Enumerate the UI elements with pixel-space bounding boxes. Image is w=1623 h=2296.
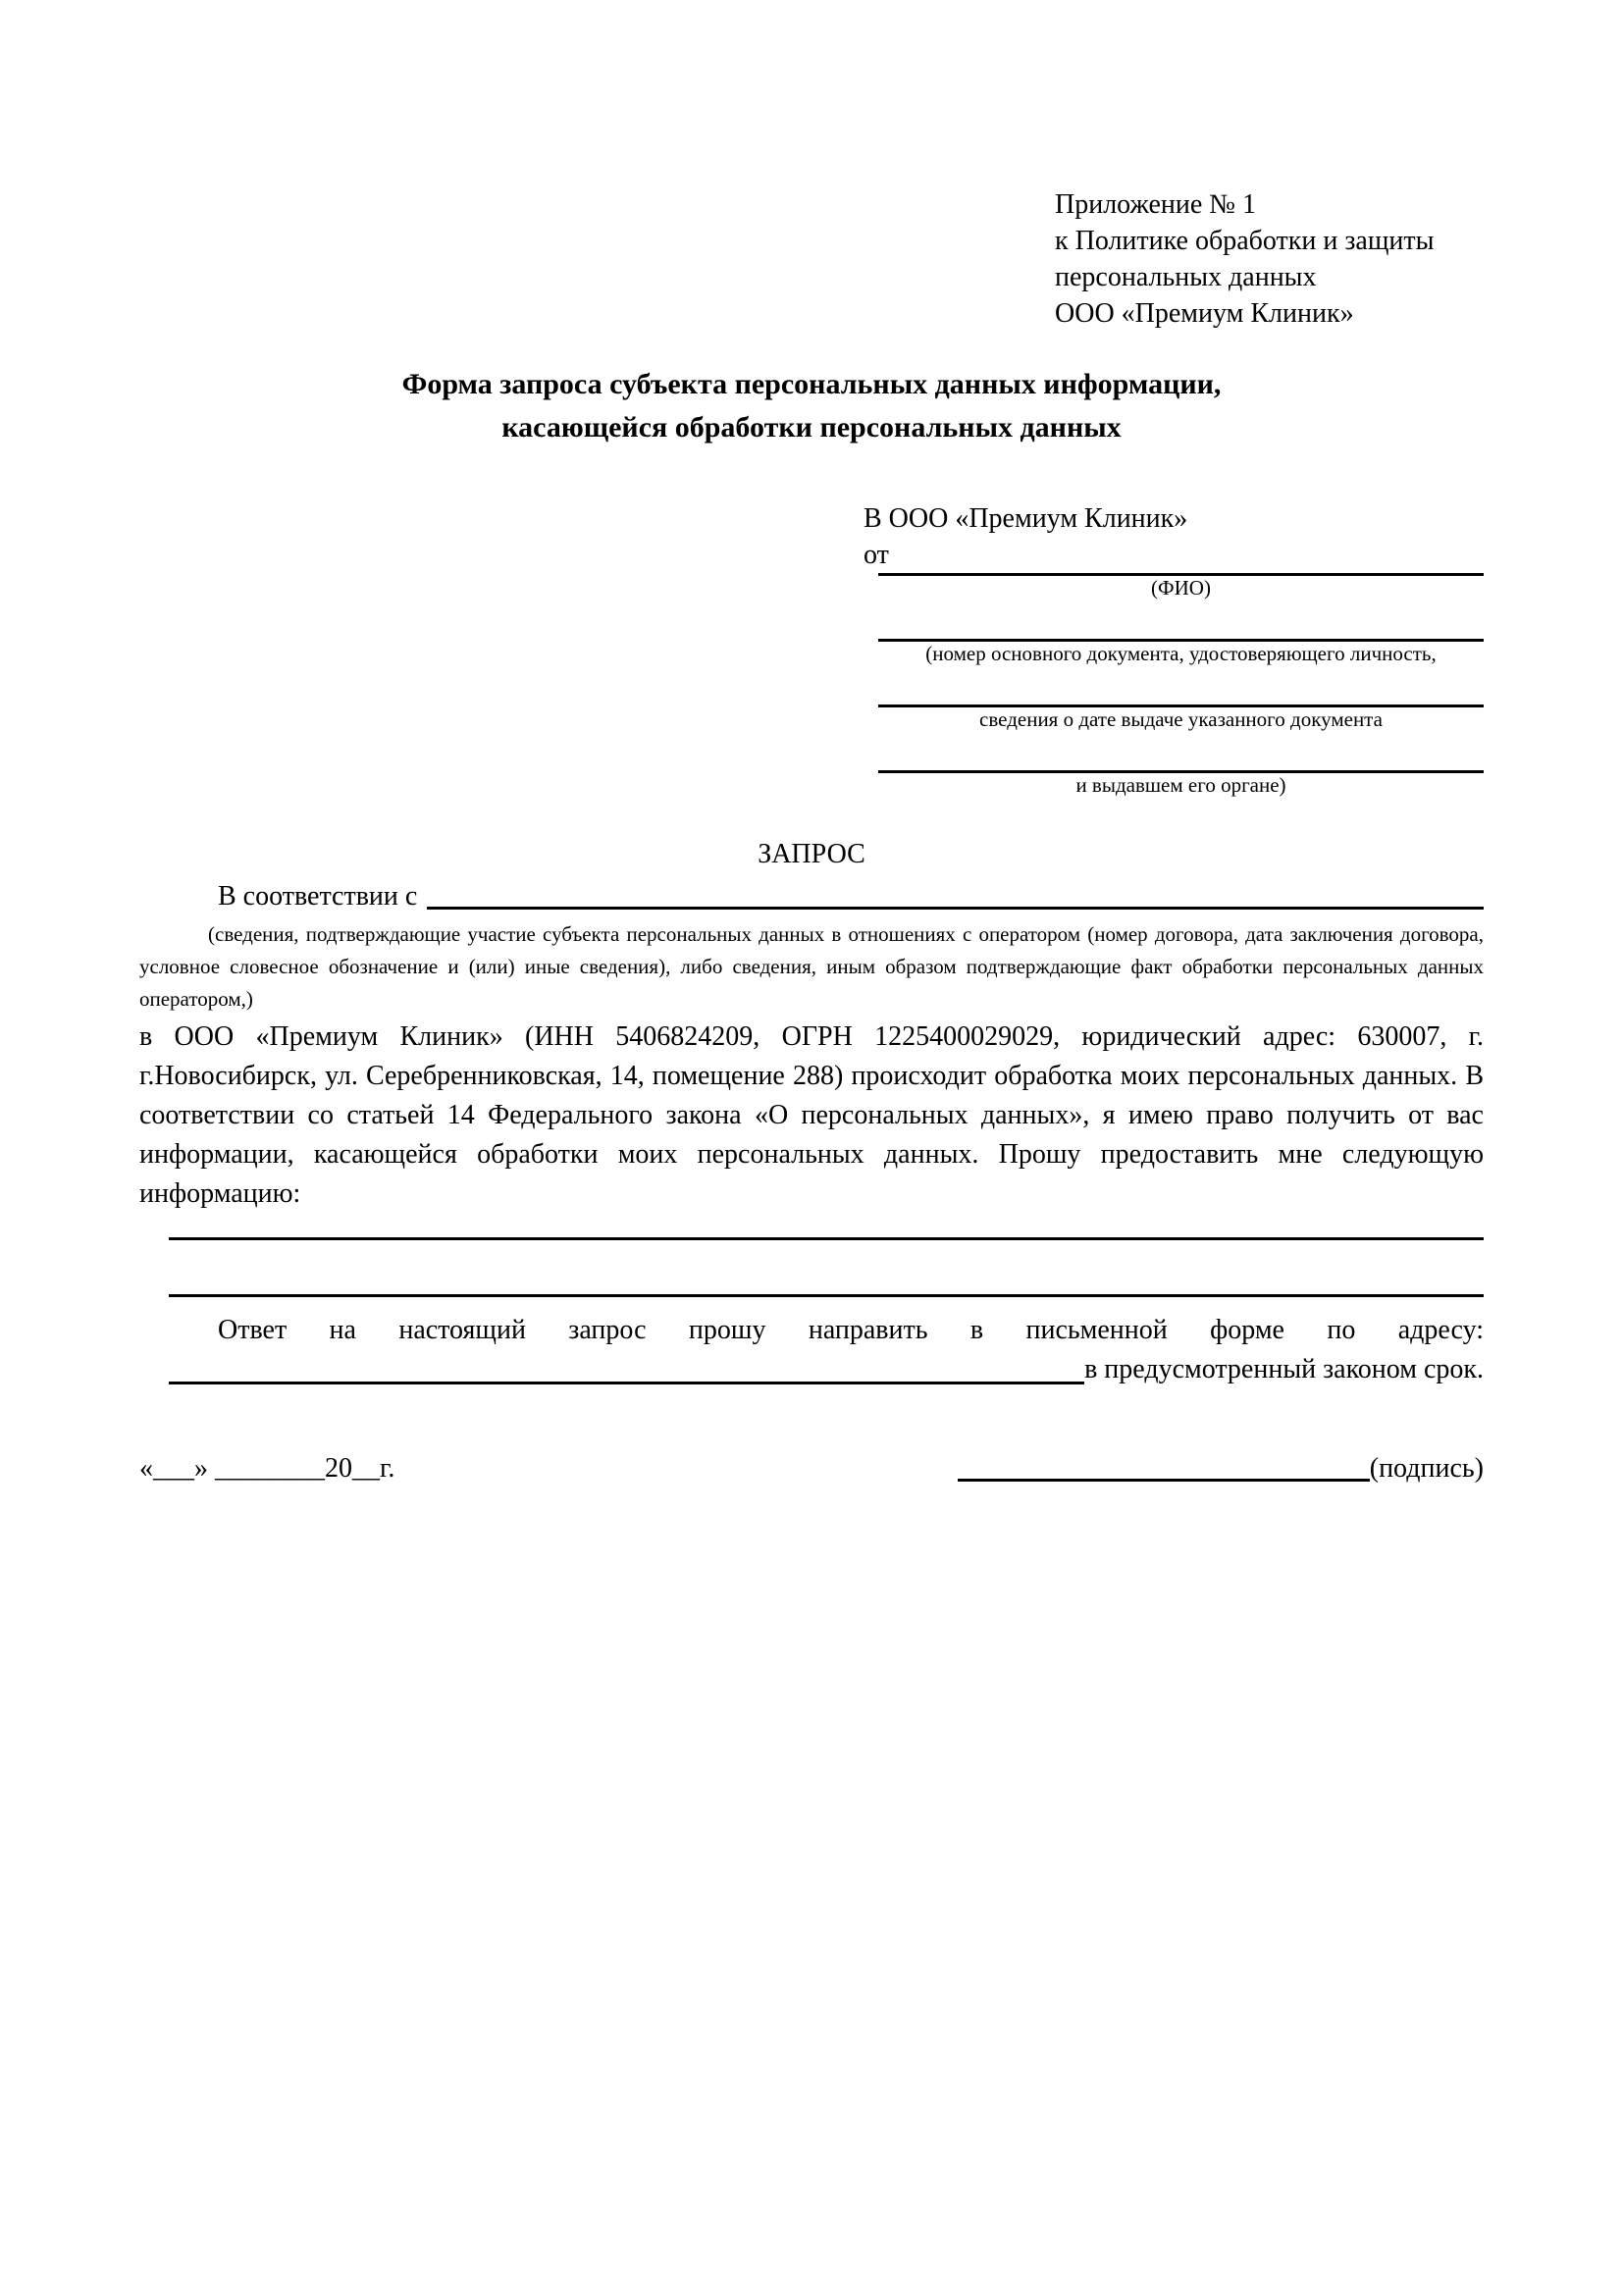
doc-issuer-field bbox=[878, 745, 1484, 797]
appendix-header-line: персональных данных bbox=[1055, 262, 1317, 292]
intro-row bbox=[139, 878, 1484, 914]
reply-suffix: в предусмотренный законом срок. bbox=[1084, 1354, 1484, 1384]
page-title bbox=[139, 363, 1484, 449]
doc-issue-date-field-caption: сведения о дате выдаче указанного документа bbox=[979, 707, 1383, 731]
fio-field-line bbox=[878, 561, 1484, 576]
info-fill-line-2 bbox=[169, 1294, 1484, 1297]
fio-field-caption: (ФИО) bbox=[1151, 576, 1211, 600]
date-line: «___» ________20__г. bbox=[139, 1453, 395, 1484]
addressee-fields bbox=[878, 561, 1484, 797]
reply-address-row bbox=[139, 1350, 1484, 1389]
addressee-from-label: от bbox=[864, 540, 889, 570]
info-fill-line-1 bbox=[169, 1237, 1484, 1240]
intro-prefix: В соответствии с bbox=[218, 881, 418, 912]
signature-line bbox=[958, 1479, 1370, 1482]
doc-issuer-field-line bbox=[878, 745, 1484, 773]
appendix-header-line: к Политике обработки и защиты bbox=[1055, 226, 1435, 256]
doc-issue-date-field-line bbox=[878, 679, 1484, 707]
appendix-header bbox=[1055, 186, 1484, 332]
fine-print-note: (сведения, подтверждающие участие субъекта персональных данных в отношениях с оператором (номер договора, дата заключения договора, условное словесное обозначение и (или) иные сведения), либо сведения, иным образом подтверждающие факт обработки персональных данных оператором,) bbox=[139, 922, 1484, 1011]
page-title-line-1: Форма запроса субъекта персональных данных информации, bbox=[401, 368, 1222, 400]
fio-field bbox=[878, 561, 1484, 600]
doc-number-field bbox=[878, 613, 1484, 665]
request-heading: ЗАПРОС bbox=[758, 839, 865, 869]
address-fill-line bbox=[169, 1382, 1084, 1384]
page-title-line-2: касающейся обработки персональных данных bbox=[501, 411, 1122, 444]
addressee-to: В ООО «Премиум Клиник» bbox=[864, 503, 1188, 534]
doc-number-field-line bbox=[878, 613, 1484, 642]
reply-paragraph: Ответ на настоящий запрос прошу направить в письменной форме по адресу: bbox=[218, 1315, 1484, 1345]
footer-row bbox=[139, 1450, 1484, 1487]
doc-issuer-field-caption: и выдавшем его органе) bbox=[1075, 773, 1286, 797]
signature-caption: (подпись) bbox=[1369, 1453, 1484, 1484]
appendix-header-line: ООО «Премиум Клиник» bbox=[1055, 298, 1354, 329]
doc-issue-date-field bbox=[878, 679, 1484, 731]
basis-fill-line bbox=[427, 907, 1484, 910]
appendix-header-line: Приложение № 1 bbox=[1055, 189, 1256, 220]
body-paragraph: в ООО «Премиум Клиник» (ИНН 5406824209, ОГРН 1225400029029, юридический адрес: 630007, г. г.Новосибирск, ул. Серебренниковская, 14, помещение 288) происходит обработка моих персональных данных. В соответствии со статьей 14 Федерального закона «О персональных данных», я имею право получить от вас информации, касающейся обработки моих персональных данных. Прошу предоставить мне следующую информацию: bbox=[139, 1021, 1484, 1209]
doc-number-field-caption: (номер основного документа, удостоверяющего личность, bbox=[925, 642, 1437, 665]
